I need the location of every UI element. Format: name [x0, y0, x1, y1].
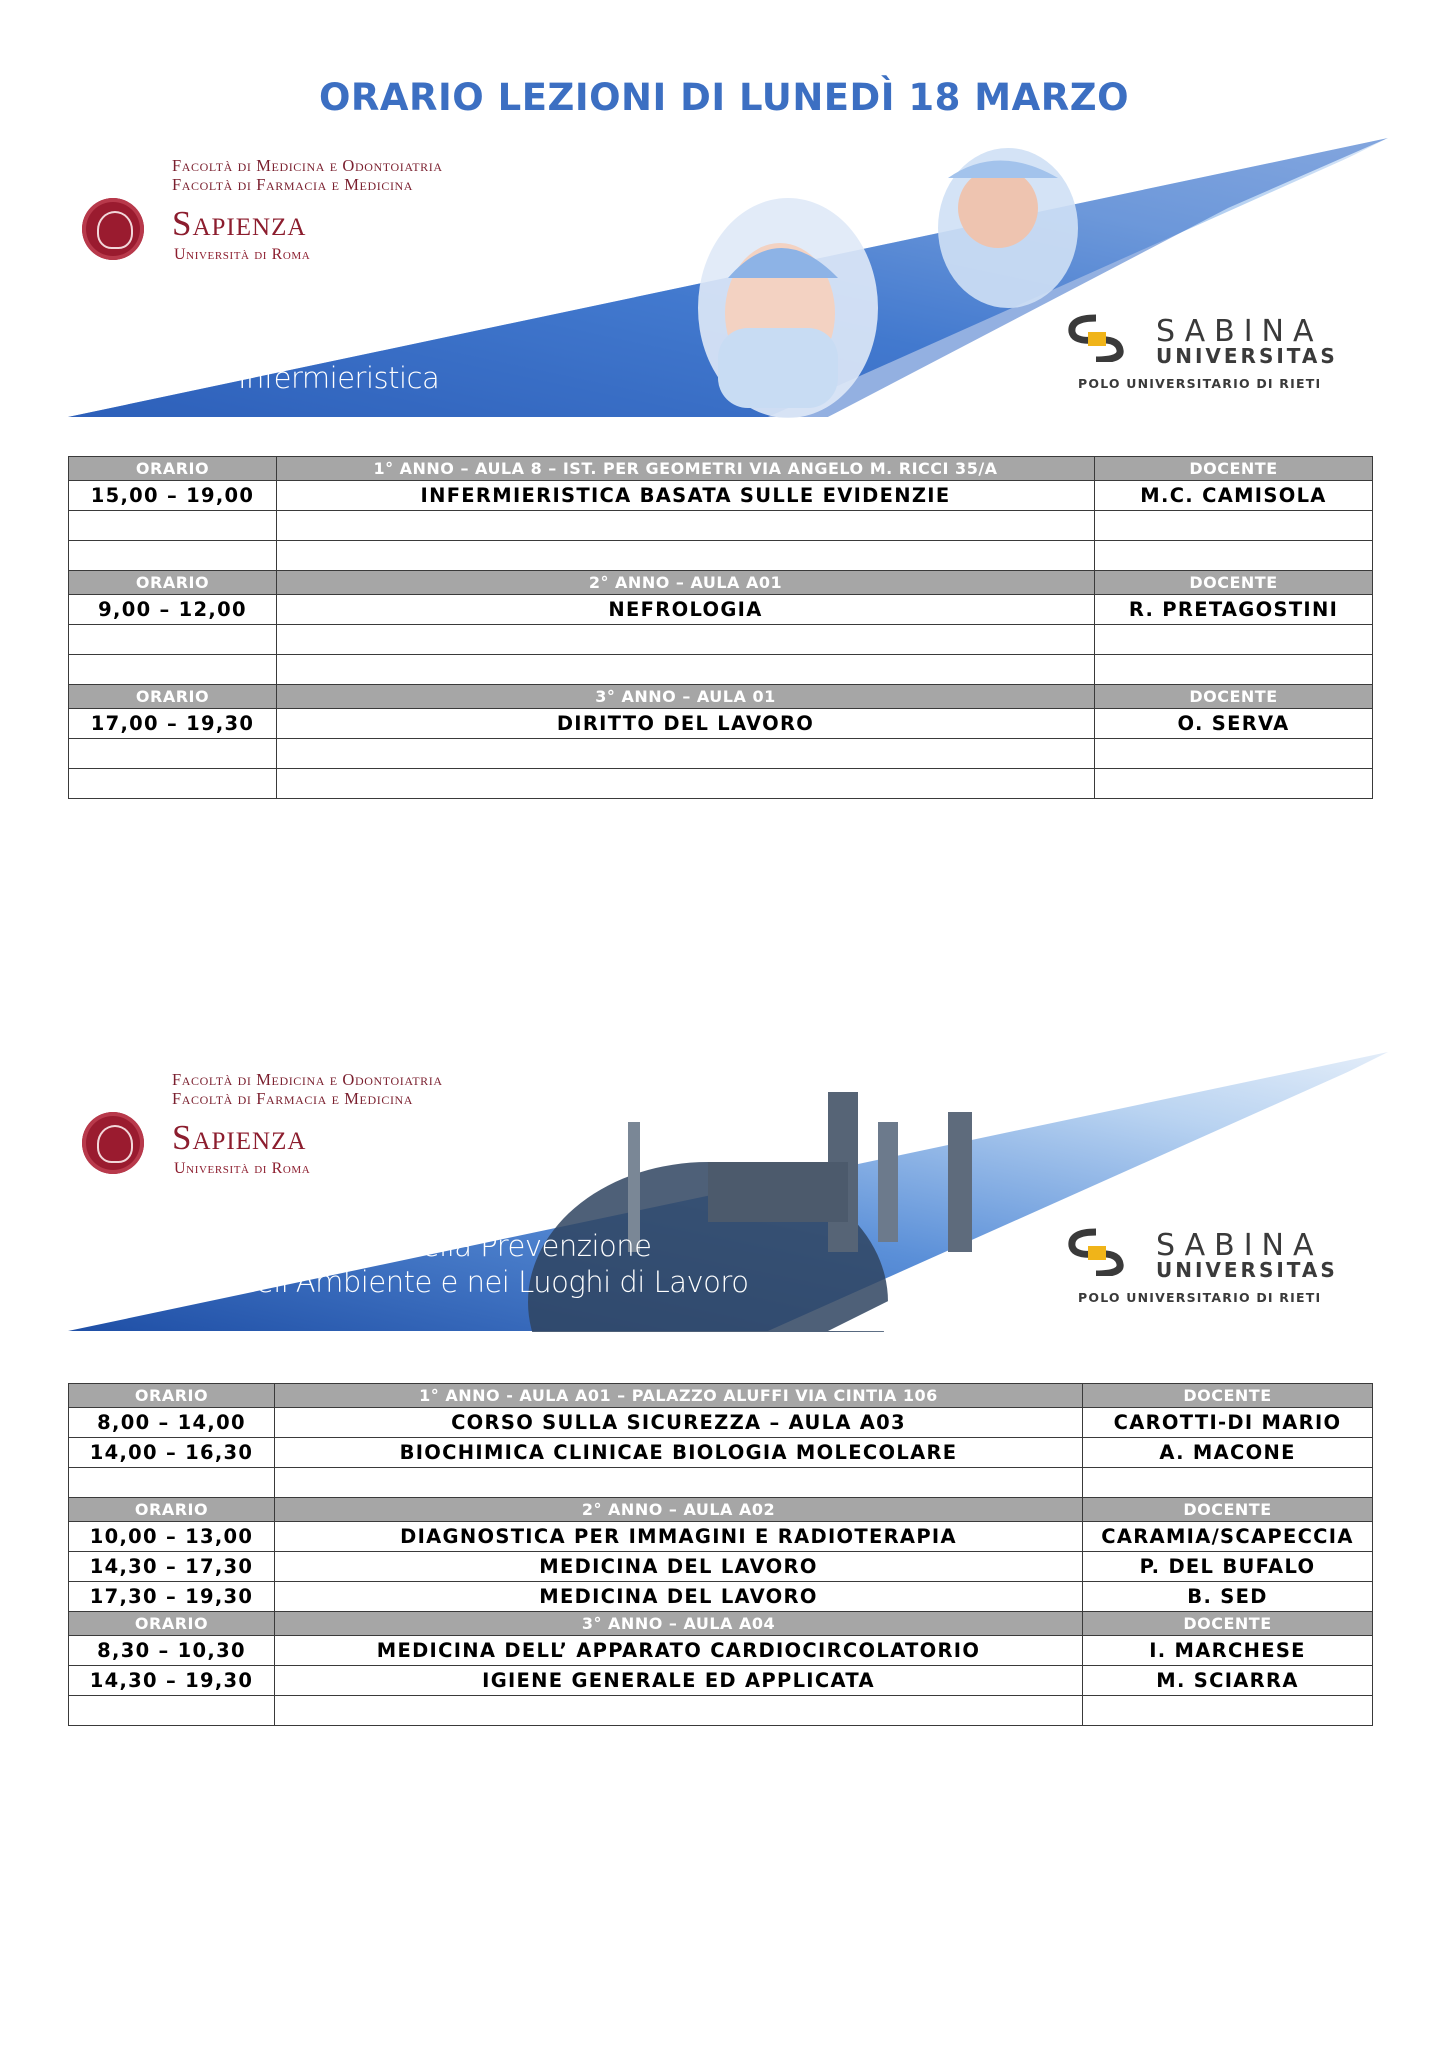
time-cell	[69, 1468, 275, 1498]
table-row	[69, 1696, 1373, 1726]
sabina-book-icon	[1066, 314, 1126, 362]
header-anno-aula: 3° ANNO – AULA 01	[277, 685, 1095, 709]
time-cell	[69, 1696, 275, 1726]
teacher-cell	[1095, 655, 1373, 685]
sabina-name-2: UNIVERSITAS	[1156, 344, 1338, 368]
sabina-name: SABINA	[1156, 1228, 1323, 1263]
faculty-line-2: Facoltà di Farmacia e Medicina	[172, 1089, 414, 1108]
header-docente: DOCENTE	[1083, 1384, 1373, 1408]
time-cell	[69, 655, 277, 685]
header-anno-aula: 1° ANNO - AULA A01 – PALAZZO ALUFFI VIA CINTIA 106	[275, 1384, 1083, 1408]
header-anno-aula: 1° ANNO – AULA 8 – IST. PER GEOMETRI VIA ANGELO M. RICCI 35/A	[277, 457, 1095, 481]
time-cell: 10,00 – 13,00	[69, 1522, 275, 1552]
table-row	[69, 481, 1373, 511]
table-header-row	[69, 1612, 1373, 1636]
table-row	[69, 1552, 1373, 1582]
table-row	[69, 709, 1373, 739]
subject-cell	[277, 655, 1095, 685]
subject-cell	[275, 1696, 1083, 1726]
teacher-cell: B. SED	[1083, 1582, 1373, 1612]
table-row	[69, 1522, 1373, 1552]
university-name: Sapienza	[172, 204, 307, 243]
table-row	[69, 655, 1373, 685]
schedule-table-tecniche-prevenzione	[68, 1383, 1373, 1726]
subject-cell: IGIENE GENERALE ED APPLICATA	[275, 1666, 1083, 1696]
time-cell: 8,00 – 14,00	[69, 1408, 275, 1438]
sabina-name: SABINA	[1156, 314, 1323, 349]
table-row	[69, 595, 1373, 625]
header-anno-aula: 2° ANNO – AULA A02	[275, 1498, 1083, 1522]
subject-cell: MEDICINA DEL LAVORO	[275, 1582, 1083, 1612]
course-title	[238, 1228, 748, 1300]
time-cell: 14,00 – 16,30	[69, 1438, 275, 1468]
subject-cell	[277, 625, 1095, 655]
table-row	[69, 1666, 1373, 1696]
sabina-name-2: UNIVERSITAS	[1156, 1258, 1338, 1282]
header-anno-aula: 3° ANNO – AULA A04	[275, 1612, 1083, 1636]
teacher-cell: A. MACONE	[1083, 1438, 1373, 1468]
sabina-universitas-logo	[1066, 1228, 1366, 1308]
subject-cell: DIAGNOSTICA PER IMMAGINI E RADIOTERAPIA	[275, 1522, 1083, 1552]
time-cell	[69, 541, 277, 571]
time-cell: 9,00 – 12,00	[69, 595, 277, 625]
teacher-cell: CARAMIA/SCAPECCIA	[1083, 1522, 1373, 1552]
subject-cell: INFERMIERISTICA BASATA SULLE EVIDENZIE	[277, 481, 1095, 511]
subject-cell: CORSO SULLA SICUREZZA – AULA A03	[275, 1408, 1083, 1438]
header-orario: ORARIO	[69, 1498, 275, 1522]
teacher-cell: I. MARCHESE	[1083, 1636, 1373, 1666]
header-docente: DOCENTE	[1083, 1498, 1373, 1522]
header-anno-aula: 2° ANNO – AULA A01	[277, 571, 1095, 595]
table-row	[69, 1582, 1373, 1612]
time-cell	[69, 625, 277, 655]
sabina-polo-rieti: POLO UNIVERSITARIO DI RIETI	[1078, 1290, 1322, 1305]
header-orario: ORARIO	[69, 1384, 275, 1408]
teacher-cell	[1095, 739, 1373, 769]
university-name: Sapienza	[172, 1118, 307, 1157]
header-docente: DOCENTE	[1095, 685, 1373, 709]
sabina-book-icon	[1066, 1228, 1126, 1276]
faculty-line-1: Facoltà di Medicina e Odontoiatria	[172, 1070, 443, 1089]
subject-cell	[277, 739, 1095, 769]
teacher-cell: M.C. CAMISOLA	[1095, 481, 1373, 511]
teacher-cell	[1095, 541, 1373, 571]
subject-cell	[275, 1468, 1083, 1498]
table-row	[69, 1408, 1373, 1438]
university-subtitle: Università di Roma	[174, 246, 311, 263]
course-title	[238, 360, 439, 396]
teacher-cell: O. SERVA	[1095, 709, 1373, 739]
teacher-cell: M. SCIARRA	[1083, 1666, 1373, 1696]
course-line-1: Infermieristica	[238, 361, 440, 395]
time-cell: 15,00 – 19,00	[69, 481, 277, 511]
sapienza-seal-icon	[82, 1112, 144, 1174]
teacher-cell: P. DEL BUFALO	[1083, 1552, 1373, 1582]
teacher-cell	[1095, 511, 1373, 541]
sapienza-logo-block	[82, 156, 502, 356]
subject-cell: MEDICINA DELL’ APPARATO CARDIOCIRCOLATORIO	[275, 1636, 1083, 1666]
time-cell	[69, 739, 277, 769]
teacher-cell	[1083, 1468, 1373, 1498]
header-orario: ORARIO	[69, 571, 277, 595]
page-title: ORARIO LEZIONI DI LUNEDÌ 18 MARZO	[318, 76, 1130, 119]
table-header-row	[69, 457, 1373, 481]
table-row	[69, 739, 1373, 769]
schedule-table-infermieristica	[68, 456, 1373, 799]
subject-cell: NEFROLOGIA	[277, 595, 1095, 625]
table-row	[69, 769, 1373, 799]
table-header-row	[69, 685, 1373, 709]
teacher-cell: R. PRETAGOSTINI	[1095, 595, 1373, 625]
time-cell: 17,30 – 19,30	[69, 1582, 275, 1612]
banner-tecniche-prevenzione	[68, 1052, 1388, 1332]
table-row	[69, 625, 1373, 655]
subject-cell: BIOCHIMICA CLINICAE BIOLOGIA MOLECOLARE	[275, 1438, 1083, 1468]
table-header-row	[69, 1498, 1373, 1522]
banner-infermieristica	[68, 138, 1388, 418]
subject-cell	[277, 769, 1095, 799]
table-header-row	[69, 1384, 1373, 1408]
table-row	[69, 1468, 1373, 1498]
table-header-row	[69, 571, 1373, 595]
subject-cell	[277, 541, 1095, 571]
university-subtitle: Università di Roma	[174, 1160, 311, 1177]
sapienza-seal-icon	[82, 198, 144, 260]
time-cell: 14,30 – 19,30	[69, 1666, 275, 1696]
header-orario: ORARIO	[69, 1612, 275, 1636]
subject-cell: MEDICINA DEL LAVORO	[275, 1552, 1083, 1582]
teacher-cell	[1095, 625, 1373, 655]
faculty-line-2: Facoltà di Farmacia e Medicina	[172, 175, 414, 194]
course-line-1: Tecniche della Prevenzione	[274, 1229, 652, 1263]
table-row	[69, 1636, 1373, 1666]
subject-cell	[277, 511, 1095, 541]
header-docente: DOCENTE	[1095, 571, 1373, 595]
subject-cell: DIRITTO DEL LAVORO	[277, 709, 1095, 739]
course-line-2: nell'Ambiente e nei Luoghi di Lavoro	[238, 1265, 749, 1299]
teacher-cell	[1083, 1696, 1373, 1726]
header-orario: ORARIO	[69, 457, 277, 481]
table-row	[69, 511, 1373, 541]
faculty-line-1: Facoltà di Medicina e Odontoiatria	[172, 156, 443, 175]
time-cell: 17,00 – 19,30	[69, 709, 277, 739]
table-row	[69, 1438, 1373, 1468]
time-cell	[69, 511, 277, 541]
header-docente: DOCENTE	[1083, 1612, 1373, 1636]
header-docente: DOCENTE	[1095, 457, 1373, 481]
sabina-universitas-logo	[1066, 314, 1366, 394]
table-row	[69, 541, 1373, 571]
header-orario: ORARIO	[69, 685, 277, 709]
time-cell: 8,30 – 10,30	[69, 1636, 275, 1666]
teacher-cell	[1095, 769, 1373, 799]
sabina-polo-rieti: POLO UNIVERSITARIO DI RIETI	[1078, 376, 1322, 391]
time-cell	[69, 769, 277, 799]
time-cell: 14,30 – 17,30	[69, 1552, 275, 1582]
teacher-cell: CAROTTI-DI MARIO	[1083, 1408, 1373, 1438]
